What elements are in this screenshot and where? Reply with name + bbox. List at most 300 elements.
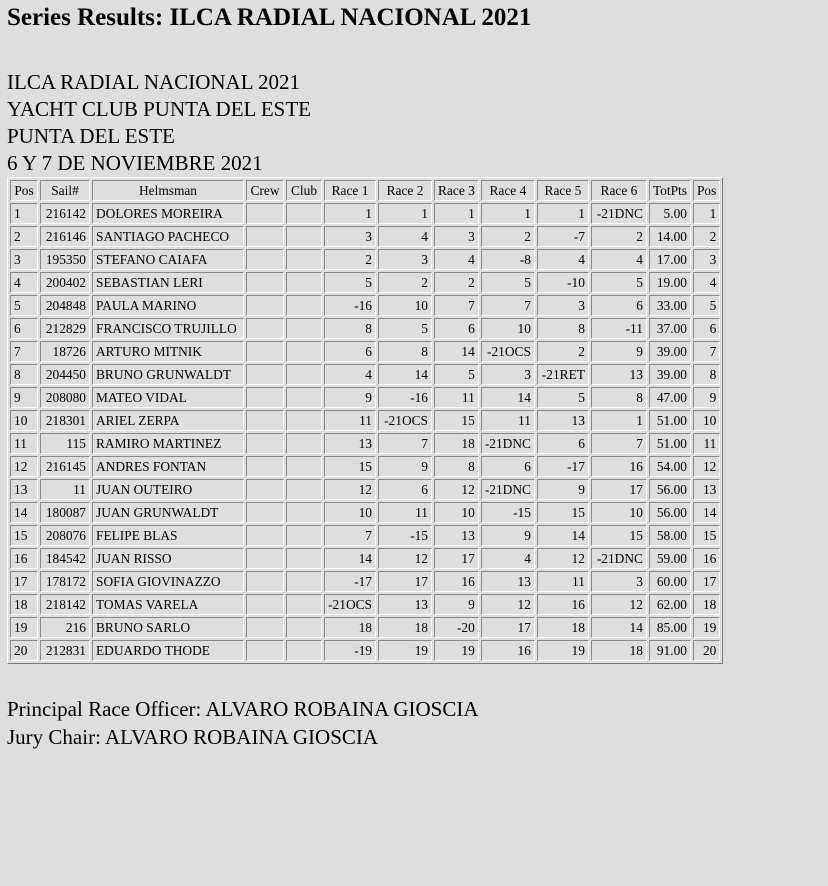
cell-race-6: 5 — [591, 272, 647, 293]
cell-helmsman: RAMIRO MARTINEZ — [92, 433, 244, 454]
cell-race-3: 10 — [434, 502, 479, 523]
table-row — [10, 617, 720, 638]
cell-race-3: 11 — [434, 387, 479, 408]
cell-race-1: 10 — [324, 502, 376, 523]
cell-totpts: 33.00 — [649, 295, 691, 316]
cell-race-1: 2 — [324, 249, 376, 270]
cell-club — [286, 594, 322, 615]
cell-final-pos: 5 — [693, 295, 720, 316]
cell-race-1: -17 — [324, 571, 376, 592]
page-title: Series Results: ILCA RADIAL NACIONAL 2021 — [7, 4, 532, 31]
table-header-row — [10, 180, 720, 201]
cell-club — [286, 387, 322, 408]
principal-race-officer: Principal Race Officer: ALVARO ROBAINA GIOSCIA — [7, 697, 479, 721]
cell-race-3: 17 — [434, 548, 479, 569]
cell-sail: 180087 — [40, 502, 90, 523]
cell-totpts: 62.00 — [649, 594, 691, 615]
cell-race-5: -10 — [537, 272, 589, 293]
cell-race-6: 14 — [591, 617, 647, 638]
table-row — [10, 318, 720, 339]
cell-final-pos: 3 — [693, 249, 720, 270]
cell-race-3: 16 — [434, 571, 479, 592]
cell-helmsman: STEFANO CAIAFA — [92, 249, 244, 270]
cell-helmsman: FRANCISCO TRUJILLO — [92, 318, 244, 339]
cell-totpts: 39.00 — [649, 364, 691, 385]
cell-totpts: 60.00 — [649, 571, 691, 592]
cell-club — [286, 203, 322, 224]
cell-race-6: 8 — [591, 387, 647, 408]
event-info — [7, 69, 311, 177]
cell-totpts: 37.00 — [649, 318, 691, 339]
cell-race-2: 10 — [378, 295, 432, 316]
cell-sail: 216142 — [40, 203, 90, 224]
cell-crew — [246, 387, 284, 408]
cell-race-6: 2 — [591, 226, 647, 247]
cell-race-5: 4 — [537, 249, 589, 270]
cell-pos: 14 — [10, 502, 38, 523]
cell-helmsman: ARTURO MITNIK — [92, 341, 244, 362]
cell-totpts: 19.00 — [649, 272, 691, 293]
cell-race-1: 15 — [324, 456, 376, 477]
cell-race-4: 17 — [481, 617, 535, 638]
cell-race-3: 4 — [434, 249, 479, 270]
cell-helmsman: ARIEL ZERPA — [92, 410, 244, 431]
cell-pos: 9 — [10, 387, 38, 408]
cell-helmsman: EDUARDO THODE — [92, 640, 244, 661]
table-row — [10, 410, 720, 431]
cell-sail: 218142 — [40, 594, 90, 615]
cell-final-pos: 17 — [693, 571, 720, 592]
cell-helmsman: SANTIAGO PACHECO — [92, 226, 244, 247]
cell-club — [286, 525, 322, 546]
cell-race-1: 1 — [324, 203, 376, 224]
cell-club — [286, 272, 322, 293]
cell-helmsman: DOLORES MOREIRA — [92, 203, 244, 224]
table-row — [10, 433, 720, 454]
cell-race-5: 8 — [537, 318, 589, 339]
cell-helmsman: MATEO VIDAL — [92, 387, 244, 408]
cell-pos: 5 — [10, 295, 38, 316]
cell-totpts: 54.00 — [649, 456, 691, 477]
cell-sail: 204848 — [40, 295, 90, 316]
table-row — [10, 502, 720, 523]
cell-race-5: 11 — [537, 571, 589, 592]
column-header-helmsman: Helmsman — [92, 180, 244, 201]
cell-sail: 11 — [40, 479, 90, 500]
cell-race-6: 3 — [591, 571, 647, 592]
cell-helmsman: JUAN RISSO — [92, 548, 244, 569]
cell-helmsman: SEBASTIAN LERI — [92, 272, 244, 293]
cell-race-6: 4 — [591, 249, 647, 270]
cell-crew — [246, 548, 284, 569]
table-row — [10, 640, 720, 661]
cell-race-1: 8 — [324, 318, 376, 339]
table-row — [10, 295, 720, 316]
column-header-race-3: Race 3 — [434, 180, 479, 201]
cell-totpts: 56.00 — [649, 502, 691, 523]
cell-race-2: 13 — [378, 594, 432, 615]
column-header-crew: Crew — [246, 180, 284, 201]
cell-race-3: 14 — [434, 341, 479, 362]
cell-pos: 8 — [10, 364, 38, 385]
cell-club — [286, 571, 322, 592]
cell-final-pos: 9 — [693, 387, 720, 408]
cell-final-pos: 16 — [693, 548, 720, 569]
cell-crew — [246, 640, 284, 661]
cell-crew — [246, 249, 284, 270]
cell-pos: 6 — [10, 318, 38, 339]
cell-club — [286, 364, 322, 385]
cell-race-2: 6 — [378, 479, 432, 500]
cell-race-4: 6 — [481, 456, 535, 477]
table-row — [10, 203, 720, 224]
cell-final-pos: 7 — [693, 341, 720, 362]
cell-race-3: 1 — [434, 203, 479, 224]
cell-club — [286, 341, 322, 362]
cell-crew — [246, 571, 284, 592]
cell-race-1: 14 — [324, 548, 376, 569]
cell-totpts: 17.00 — [649, 249, 691, 270]
cell-final-pos: 8 — [693, 364, 720, 385]
cell-helmsman: ANDRES FONTAN — [92, 456, 244, 477]
cell-race-4: 5 — [481, 272, 535, 293]
cell-race-4: 9 — [481, 525, 535, 546]
cell-race-4: 2 — [481, 226, 535, 247]
cell-final-pos: 19 — [693, 617, 720, 638]
table-row — [10, 387, 720, 408]
cell-sail: 216145 — [40, 456, 90, 477]
cell-crew — [246, 226, 284, 247]
cell-race-2: -15 — [378, 525, 432, 546]
results-table — [7, 177, 723, 664]
column-header-pos: Pos — [10, 180, 38, 201]
cell-totpts: 85.00 — [649, 617, 691, 638]
event-name: ILCA RADIAL NACIONAL 2021 — [7, 70, 301, 94]
table-row — [10, 249, 720, 270]
cell-race-3: 13 — [434, 525, 479, 546]
cell-final-pos: 14 — [693, 502, 720, 523]
cell-race-5: 14 — [537, 525, 589, 546]
cell-race-6: 13 — [591, 364, 647, 385]
cell-helmsman: BRUNO SARLO — [92, 617, 244, 638]
cell-race-5: 12 — [537, 548, 589, 569]
cell-race-4: 12 — [481, 594, 535, 615]
cell-race-3: 8 — [434, 456, 479, 477]
cell-final-pos: 12 — [693, 456, 720, 477]
cell-race-5: 13 — [537, 410, 589, 431]
cell-pos: 15 — [10, 525, 38, 546]
cell-club — [286, 640, 322, 661]
column-header-race-1: Race 1 — [324, 180, 376, 201]
results-body — [10, 203, 720, 661]
cell-club — [286, 249, 322, 270]
cell-race-2: 18 — [378, 617, 432, 638]
cell-race-3: 12 — [434, 479, 479, 500]
cell-race-1: 13 — [324, 433, 376, 454]
cell-race-2: 8 — [378, 341, 432, 362]
cell-totpts: 5.00 — [649, 203, 691, 224]
cell-pos: 13 — [10, 479, 38, 500]
cell-sail: 195350 — [40, 249, 90, 270]
cell-pos: 18 — [10, 594, 38, 615]
cell-sail: 208080 — [40, 387, 90, 408]
event-club: YACHT CLUB PUNTA DEL ESTE — [7, 97, 311, 121]
cell-race-6: 16 — [591, 456, 647, 477]
cell-race-2: 5 — [378, 318, 432, 339]
column-header-sail: Sail# — [40, 180, 90, 201]
cell-totpts: 14.00 — [649, 226, 691, 247]
cell-race-4: 16 — [481, 640, 535, 661]
cell-pos: 2 — [10, 226, 38, 247]
cell-race-6: 1 — [591, 410, 647, 431]
cell-race-6: -21DNC — [591, 548, 647, 569]
cell-final-pos: 2 — [693, 226, 720, 247]
cell-pos: 19 — [10, 617, 38, 638]
cell-totpts: 51.00 — [649, 410, 691, 431]
cell-race-1: 7 — [324, 525, 376, 546]
cell-race-2: 14 — [378, 364, 432, 385]
cell-totpts: 56.00 — [649, 479, 691, 500]
cell-crew — [246, 295, 284, 316]
cell-pos: 10 — [10, 410, 38, 431]
cell-pos: 4 — [10, 272, 38, 293]
table-row — [10, 226, 720, 247]
cell-final-pos: 1 — [693, 203, 720, 224]
cell-crew — [246, 433, 284, 454]
cell-race-1: -19 — [324, 640, 376, 661]
cell-race-6: 6 — [591, 295, 647, 316]
cell-crew — [246, 410, 284, 431]
table-row — [10, 594, 720, 615]
cell-sail: 18726 — [40, 341, 90, 362]
jury-chair: Jury Chair: ALVARO ROBAINA GIOSCIA — [7, 725, 379, 749]
cell-club — [286, 502, 322, 523]
cell-race-4: 3 — [481, 364, 535, 385]
cell-totpts: 47.00 — [649, 387, 691, 408]
cell-race-5: -7 — [537, 226, 589, 247]
cell-club — [286, 295, 322, 316]
cell-race-5: 5 — [537, 387, 589, 408]
cell-race-5: 18 — [537, 617, 589, 638]
cell-race-4: -15 — [481, 502, 535, 523]
cell-race-4: -21OCS — [481, 341, 535, 362]
cell-pos: 12 — [10, 456, 38, 477]
cell-race-2: 19 — [378, 640, 432, 661]
cell-sail: 216 — [40, 617, 90, 638]
column-header-race-4: Race 4 — [481, 180, 535, 201]
cell-race-2: 3 — [378, 249, 432, 270]
cell-race-3: 9 — [434, 594, 479, 615]
cell-totpts: 58.00 — [649, 525, 691, 546]
cell-race-1: -16 — [324, 295, 376, 316]
table-row — [10, 272, 720, 293]
cell-helmsman: FELIPE BLAS — [92, 525, 244, 546]
cell-race-1: 3 — [324, 226, 376, 247]
cell-totpts: 91.00 — [649, 640, 691, 661]
cell-final-pos: 10 — [693, 410, 720, 431]
cell-totpts: 59.00 — [649, 548, 691, 569]
cell-race-4: 1 — [481, 203, 535, 224]
cell-crew — [246, 272, 284, 293]
cell-race-5: 1 — [537, 203, 589, 224]
cell-totpts: 39.00 — [649, 341, 691, 362]
cell-race-4: -21DNC — [481, 433, 535, 454]
cell-sail: 212831 — [40, 640, 90, 661]
cell-race-1: 4 — [324, 364, 376, 385]
cell-sail: 178172 — [40, 571, 90, 592]
cell-race-1: 5 — [324, 272, 376, 293]
cell-race-5: 6 — [537, 433, 589, 454]
cell-race-6: 9 — [591, 341, 647, 362]
cell-race-4: -8 — [481, 249, 535, 270]
cell-sail: 200402 — [40, 272, 90, 293]
cell-race-2: 12 — [378, 548, 432, 569]
cell-club — [286, 433, 322, 454]
cell-race-1: 6 — [324, 341, 376, 362]
cell-crew — [246, 502, 284, 523]
cell-race-5: 19 — [537, 640, 589, 661]
cell-race-2: 1 — [378, 203, 432, 224]
cell-race-3: -20 — [434, 617, 479, 638]
cell-race-3: 3 — [434, 226, 479, 247]
cell-race-1: 18 — [324, 617, 376, 638]
cell-race-5: 15 — [537, 502, 589, 523]
cell-club — [286, 456, 322, 477]
cell-crew — [246, 479, 284, 500]
cell-race-4: 13 — [481, 571, 535, 592]
cell-crew — [246, 203, 284, 224]
cell-sail: 208076 — [40, 525, 90, 546]
cell-pos: 11 — [10, 433, 38, 454]
cell-race-2: 11 — [378, 502, 432, 523]
column-header-race-5: Race 5 — [537, 180, 589, 201]
cell-race-6: 7 — [591, 433, 647, 454]
cell-helmsman: JUAN GRUNWALDT — [92, 502, 244, 523]
cell-race-4: 14 — [481, 387, 535, 408]
table-row — [10, 571, 720, 592]
column-header-totpts: TotPts — [649, 180, 691, 201]
table-row — [10, 364, 720, 385]
column-header-race-6: Race 6 — [591, 180, 647, 201]
column-header-final-pos: Pos — [693, 180, 720, 201]
cell-race-6: 10 — [591, 502, 647, 523]
event-dates: 6 Y 7 DE NOVIEMBRE 2021 — [7, 151, 263, 175]
cell-final-pos: 20 — [693, 640, 720, 661]
cell-crew — [246, 525, 284, 546]
cell-sail: 218301 — [40, 410, 90, 431]
cell-sail: 204450 — [40, 364, 90, 385]
cell-club — [286, 617, 322, 638]
cell-pos: 17 — [10, 571, 38, 592]
table-row — [10, 456, 720, 477]
cell-final-pos: 4 — [693, 272, 720, 293]
cell-race-1: -21OCS — [324, 594, 376, 615]
cell-race-4: -21DNC — [481, 479, 535, 500]
cell-final-pos: 13 — [693, 479, 720, 500]
cell-race-6: 18 — [591, 640, 647, 661]
cell-race-1: 12 — [324, 479, 376, 500]
cell-race-5: 9 — [537, 479, 589, 500]
event-venue: PUNTA DEL ESTE — [7, 124, 175, 148]
cell-helmsman: SOFIA GIOVINAZZO — [92, 571, 244, 592]
table-row — [10, 548, 720, 569]
cell-sail: 216146 — [40, 226, 90, 247]
cell-crew — [246, 456, 284, 477]
cell-race-5: -17 — [537, 456, 589, 477]
cell-race-6: 15 — [591, 525, 647, 546]
cell-race-6: 17 — [591, 479, 647, 500]
cell-crew — [246, 594, 284, 615]
cell-race-5: -21RET — [537, 364, 589, 385]
cell-helmsman: TOMAS VARELA — [92, 594, 244, 615]
cell-race-6: -11 — [591, 318, 647, 339]
cell-crew — [246, 318, 284, 339]
footer — [7, 695, 479, 751]
cell-club — [286, 410, 322, 431]
cell-race-4: 10 — [481, 318, 535, 339]
table-row — [10, 341, 720, 362]
cell-club — [286, 548, 322, 569]
cell-club — [286, 226, 322, 247]
cell-helmsman: BRUNO GRUNWALDT — [92, 364, 244, 385]
cell-race-3: 5 — [434, 364, 479, 385]
cell-race-2: 2 — [378, 272, 432, 293]
column-header-club: Club — [286, 180, 322, 201]
cell-race-5: 2 — [537, 341, 589, 362]
cell-race-3: 2 — [434, 272, 479, 293]
column-header-race-2: Race 2 — [378, 180, 432, 201]
cell-crew — [246, 364, 284, 385]
cell-club — [286, 318, 322, 339]
cell-race-4: 4 — [481, 548, 535, 569]
cell-race-3: 15 — [434, 410, 479, 431]
cell-race-5: 16 — [537, 594, 589, 615]
cell-race-2: 9 — [378, 456, 432, 477]
cell-crew — [246, 341, 284, 362]
cell-race-3: 6 — [434, 318, 479, 339]
cell-race-4: 7 — [481, 295, 535, 316]
cell-helmsman: PAULA MARINO — [92, 295, 244, 316]
cell-race-3: 18 — [434, 433, 479, 454]
cell-sail: 212829 — [40, 318, 90, 339]
cell-race-2: -21OCS — [378, 410, 432, 431]
cell-pos: 3 — [10, 249, 38, 270]
cell-pos: 16 — [10, 548, 38, 569]
cell-race-4: 11 — [481, 410, 535, 431]
cell-final-pos: 11 — [693, 433, 720, 454]
table-row — [10, 479, 720, 500]
cell-pos: 1 — [10, 203, 38, 224]
cell-race-3: 7 — [434, 295, 479, 316]
cell-final-pos: 6 — [693, 318, 720, 339]
cell-totpts: 51.00 — [649, 433, 691, 454]
cell-final-pos: 15 — [693, 525, 720, 546]
cell-race-2: 4 — [378, 226, 432, 247]
cell-race-6: -21DNC — [591, 203, 647, 224]
cell-club — [286, 479, 322, 500]
cell-race-2: -16 — [378, 387, 432, 408]
cell-race-6: 12 — [591, 594, 647, 615]
cell-final-pos: 18 — [693, 594, 720, 615]
cell-pos: 7 — [10, 341, 38, 362]
cell-sail: 184542 — [40, 548, 90, 569]
cell-race-2: 7 — [378, 433, 432, 454]
cell-race-3: 19 — [434, 640, 479, 661]
cell-race-1: 11 — [324, 410, 376, 431]
cell-race-5: 3 — [537, 295, 589, 316]
cell-helmsman: JUAN OUTEIRO — [92, 479, 244, 500]
cell-sail: 115 — [40, 433, 90, 454]
